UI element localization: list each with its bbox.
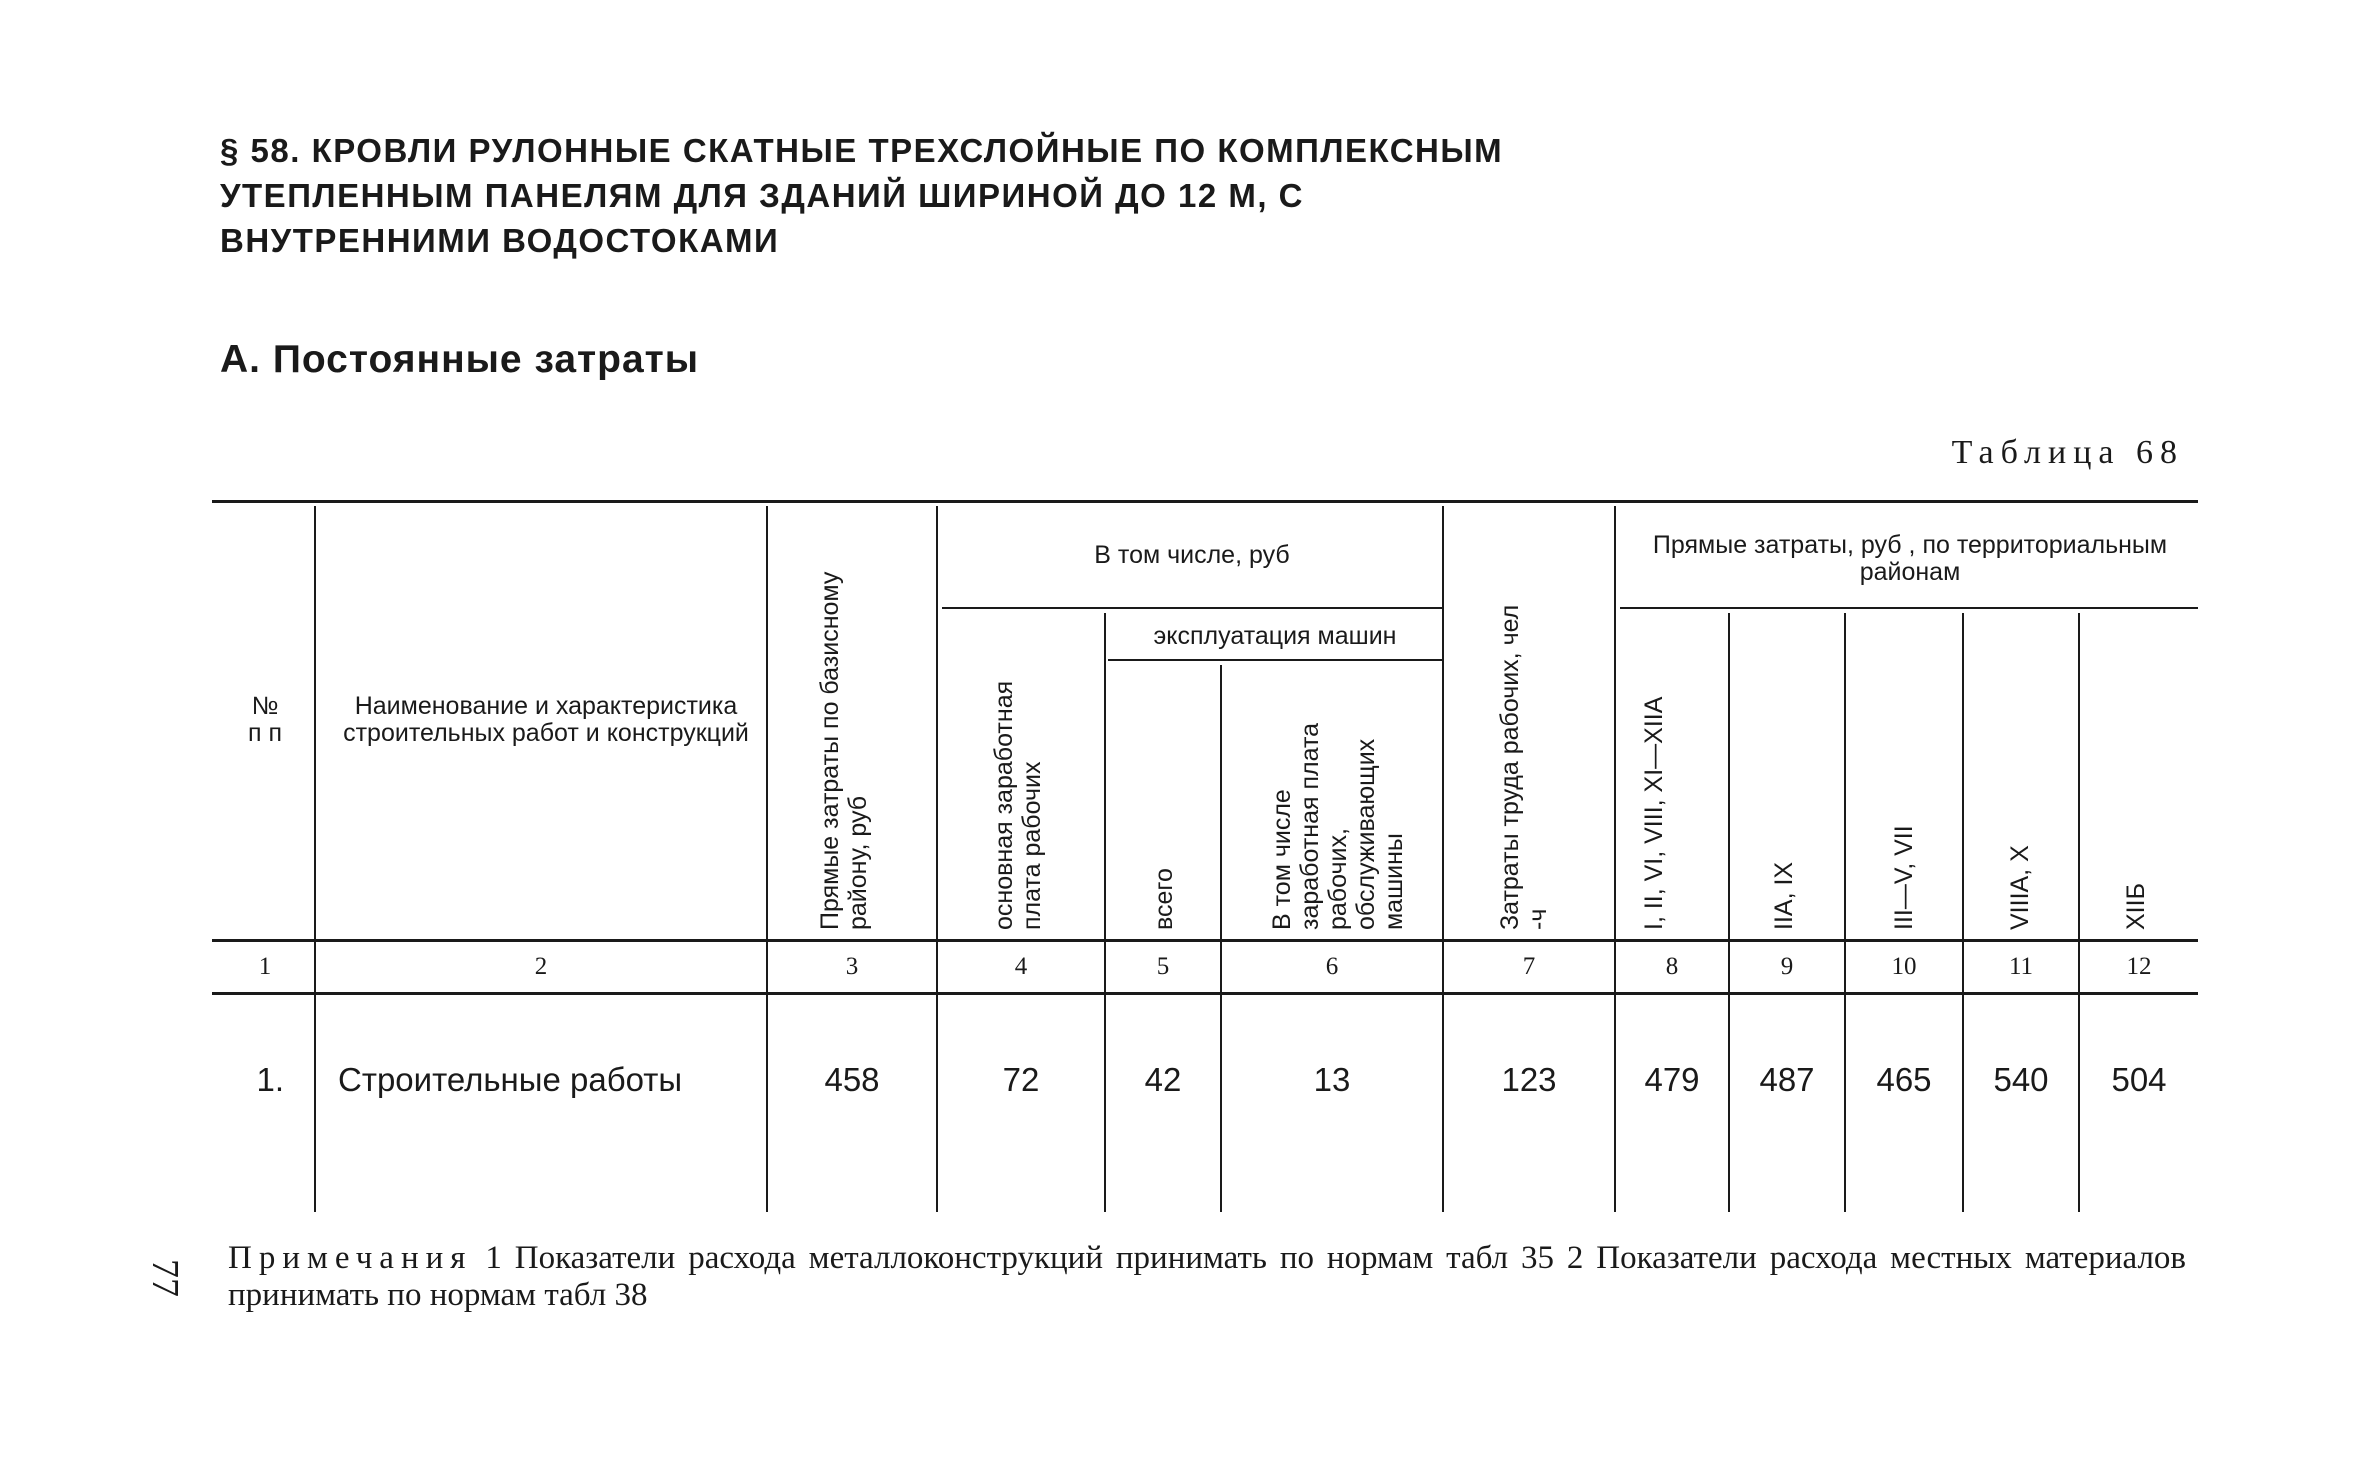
header-direct-cost-base: Прямые затраты по базисному району, руб [816,571,872,930]
vrule [1614,506,1616,1212]
rule-incl-group [942,607,1444,609]
column-number: 7 [1522,953,1536,980]
rule-header-bottom [212,939,2198,942]
header-region-3: III—V, VII [1890,825,1918,930]
notes-label: Примечания [228,1240,473,1276]
vrule [936,506,938,1212]
column-number: 2 [534,953,548,980]
table-top-rule [212,500,2198,503]
vrule [1104,613,1106,1212]
vrule [1728,613,1730,1212]
header-machines-group: эксплуатация машин [1153,621,1397,650]
section-heading-line: § 58. КРОВЛИ РУЛОННЫЕ СКАТНЫЕ ТРЕХСЛОЙНЫЕ ПО КОМПЛЕКСНЫМ [220,132,1504,169]
column-number: 9 [1780,953,1794,980]
cell-base-wage: 72 [1002,1061,1040,1098]
vrule [1962,613,1964,1212]
header-region-1: I, II, VI, VIII, XI—XIIA [1640,696,1668,930]
column-number: 6 [1325,953,1339,980]
rule-regions-group [1620,607,2198,609]
header-region-4: VIIIA, X [2006,845,2034,930]
column-number: 5 [1156,953,1170,980]
cell-region-1: 479 [1644,1061,1700,1098]
header-region-2: IIA, IX [1770,861,1798,930]
header-num: № п п [247,692,283,747]
column-number: 4 [1014,953,1028,980]
header-incl-group: В том числе, руб [1094,540,1290,569]
header-machines-total: всего [1150,868,1178,930]
vrule [2078,613,2080,1212]
notes-text: 1 Показатели расхода металлоконструкций принимать по нормам табл 35 2 Показатели расхода местных материалов принимать по нормам табл 38 [228,1240,2186,1313]
vrule [766,506,768,1212]
cell-machines-wage: 13 [1313,1061,1351,1098]
header-labor: Затраты труда рабочих, чел -ч [1496,604,1552,930]
cell-direct-cost-base: 458 [824,1061,880,1098]
section-heading [220,128,1720,263]
cell-region-2: 487 [1759,1061,1815,1098]
row-number: 1. [256,1061,284,1098]
rule-machines-group [1108,659,1444,661]
cell-region-3: 465 [1876,1061,1932,1098]
rule-column-numbers-bottom [212,992,2198,995]
vrule [1442,506,1444,1212]
vrule [314,506,316,1212]
header-name: Наименование и характеристика строительных работ и конструкций [343,692,749,747]
row-name: Строительные работы [338,1061,683,1098]
cell-machines-total: 42 [1144,1061,1182,1098]
subsection-title: А. Постоянные затраты [220,338,700,381]
table-notes [228,1240,2186,1314]
vrule [1844,613,1846,1212]
section-heading-line: ВНУТРЕННИМИ ВОДОСТОКАМИ [220,222,780,259]
column-number: 8 [1665,953,1679,980]
header-base-wage: основная заработная плата рабочих [990,680,1046,930]
header-region-5: XIIБ [2122,883,2150,930]
page-number: 77 [144,1259,186,1297]
header-machines-wage: В том числе заработная плата рабочих, обслуживающих машины [1268,722,1408,930]
section-heading-line: УТЕПЛЕННЫМ ПАНЕЛЯМ ДЛЯ ЗДАНИЙ ШИРИНОЙ ДО 12 М, С [220,177,1305,214]
vrule [1220,665,1222,1212]
column-number: 10 [1891,953,1917,980]
column-number: 3 [845,953,859,980]
table-label: Таблица 68 [1951,434,2184,471]
column-number: 11 [2008,953,2034,980]
cell-labor: 123 [1501,1061,1557,1098]
cell-region-5: 504 [2111,1061,2167,1098]
column-number: 12 [2126,953,2152,980]
column-number: 1 [258,953,272,980]
header-regions-group: Прямые затраты, руб , по территориальным районам [1652,531,2168,586]
cell-region-4: 540 [1993,1061,2049,1098]
